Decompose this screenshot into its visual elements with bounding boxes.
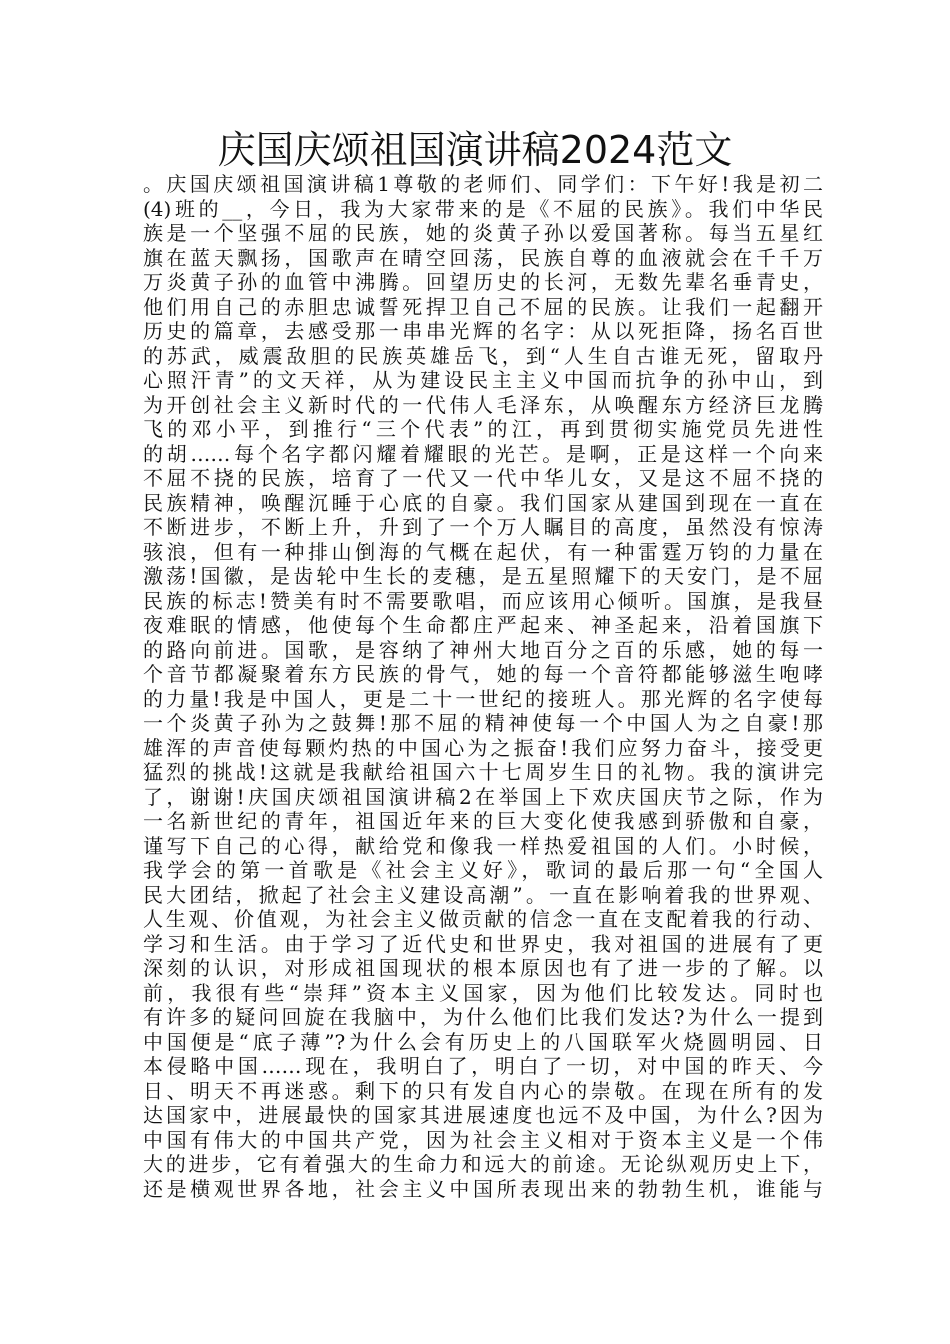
body-line: 人生观、价值观，为社会主义做贡献的信念一直在支配着我的行动、 <box>143 907 823 931</box>
document-body <box>143 172 823 1201</box>
body-line: 中国便是“底子薄”?为什么会有历史上的八国联军火烧圆明园、日 <box>143 1029 823 1054</box>
body-line: 为开创社会主义新时代的一代伟人毛泽东，从唤醒东方经济巨龙腾 <box>143 392 823 417</box>
body-line: 的路向前进。国歌，是容纳了神州大地百分之百的乐感，她的每一 <box>143 637 823 662</box>
body-line: 大的进步，它有着强大的生命力和远大的前途。无论纵观历史上下， <box>143 1152 823 1176</box>
body-line: 达国家中，进展最快的国家其进展速度也远不及中国，为什么?因为 <box>143 1103 823 1127</box>
document-title: 庆国庆颂祖国演讲稿2024范文 <box>217 128 733 172</box>
body-line: 民族精神，唤醒沉睡于心底的自豪。我们国家从建国到现在一直在 <box>143 490 823 515</box>
body-line: 中国有伟大的中国共产党，因为社会主义相对于资本主义是一个伟 <box>143 1127 823 1152</box>
body-line: 民族的标志!赞美有时不需要歌唱，而应该用心倾听。国旗，是我昼 <box>143 588 823 613</box>
body-line: 个音节都凝聚着东方民族的骨气，她的每一个音符都能够滋生咆哮 <box>143 662 823 686</box>
body-line: 学习和生活。由于学习了近代史和世界史，我对祖国的进展有了更 <box>143 931 823 956</box>
body-line: 族是一个坚强不屈的民族，她的炎黄子孙以爱国著称。每当五星红 <box>143 221 823 245</box>
body-line: 飞的邓小平，到推行“三个代表”的江，再到贯彻实施党员先进性 <box>143 417 823 441</box>
body-line: 我学会的第一首歌是《社会主义好》，歌词的最后那一句“全国人 <box>143 858 823 882</box>
body-line: 。庆国庆颂祖国演讲稿1尊敬的老师们、同学们：下午好!我是初二 <box>143 172 823 196</box>
body-line: 一个炎黄子孙为之鼓舞!那不屈的精神使每一个中国人为之自豪!那 <box>143 711 823 735</box>
body-line: 夜难眠的情感，他使每个生命都庄严起来、神圣起来，沿着国旗下 <box>143 613 823 637</box>
body-line: 历史的篇章，去感受那一串串光辉的名字：从以死拒降，扬名百世 <box>143 319 823 343</box>
body-line: 不断进步，不断上升，升到了一个万人瞩目的高度，虽然没有惊涛 <box>143 515 823 539</box>
body-line: 前，我很有些“崇拜”资本主义国家，因为他们比较发达。同时也 <box>143 980 823 1005</box>
body-line: 骇浪，但有一种排山倒海的气概在起伏，有一种雷霆万钧的力量在 <box>143 539 823 564</box>
body-line: 有许多的疑问回旋在我脑中，为什么他们比我们发达?为什么一提到 <box>143 1005 823 1029</box>
body-line: 本侵略中国……现在，我明白了，明白了一切，对中国的昨天、今 <box>143 1054 823 1078</box>
body-line: 雄浑的声音使每颗灼热的中国心为之振奋!我们应努力奋斗，接受更 <box>143 735 823 760</box>
body-line: 还是横观世界各地，社会主义中国所表现出来的勃勃生机，谁能与 <box>143 1176 823 1201</box>
body-line: 了，谢谢!庆国庆颂祖国演讲稿2在举国上下欢庆国庆节之际，作为 <box>143 784 823 809</box>
body-line: 民大团结，掀起了社会主义建设高潮”。一直在影响着我的世界观、 <box>143 882 823 907</box>
body-line: (4)班的__，今日，我为大家带来的是《不屈的民族》。我们中华民 <box>143 196 823 221</box>
body-line: 的胡……每个名字都闪耀着耀眼的光芒。是啊，正是这样一个向来 <box>143 441 823 466</box>
body-line: 旗在蓝天飘扬，国歌声在晴空回荡，民族自尊的血液就会在千千万 <box>143 245 823 270</box>
body-line: 的苏武，威震敌胆的民族英雄岳飞，到“人生自古谁无死，留取丹 <box>143 343 823 368</box>
body-line: 他们用自己的赤胆忠诚誓死捍卫自己不屈的民族。让我们一起翻开 <box>143 294 823 319</box>
body-line: 的力量!我是中国人，更是二十一世纪的接班人。那光辉的名字使每 <box>143 686 823 711</box>
body-line: 日、明天不再迷惑。剩下的只有发自内心的崇敬。在现在所有的发 <box>143 1078 823 1103</box>
body-line: 心照汗青”的文天祥，从为建设民主主义中国而抗争的孙中山，到 <box>143 368 823 392</box>
body-line: 激荡!国徽，是齿轮中生长的麦穗，是五星照耀下的天安门，是不屈 <box>143 564 823 588</box>
body-line: 谨写下自己的心得，献给党和像我一样热爱祖国的人们。小时候， <box>143 833 823 858</box>
body-line: 不屈不挠的民族，培育了一代又一代中华儿女，又是这不屈不挠的 <box>143 466 823 490</box>
body-line: 深刻的认识，对形成祖国现状的根本原因也有了进一步的了解。以 <box>143 956 823 980</box>
body-line: 猛烈的挑战!这就是我献给祖国六十七周岁生日的礼物。我的演讲完 <box>143 760 823 784</box>
body-line: 一名新世纪的青年，祖国近年来的巨大变化使我感到骄傲和自豪， <box>143 809 823 833</box>
body-line: 万炎黄子孙的血管中沸腾。回望历史的长河，无数先辈名垂青史， <box>143 270 823 294</box>
